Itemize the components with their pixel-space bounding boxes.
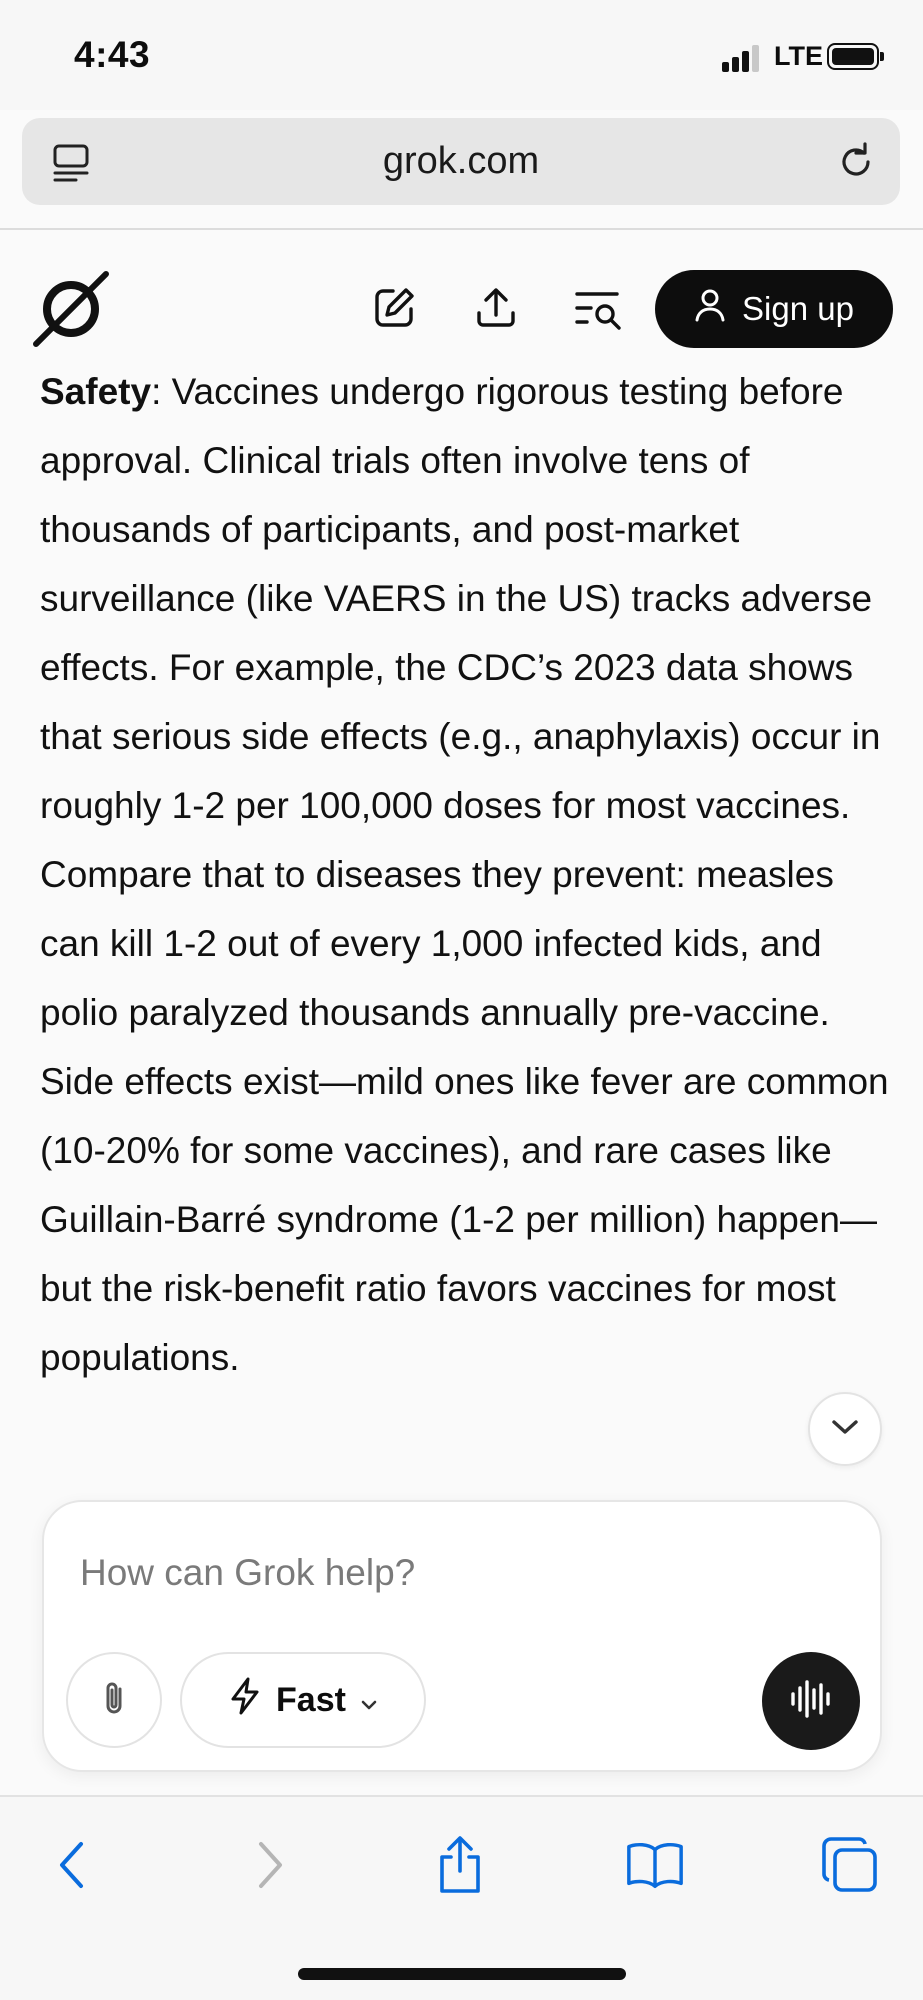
reload-icon[interactable]: [834, 140, 878, 184]
status-time: 4:43: [74, 34, 151, 75]
scroll-to-bottom-button[interactable]: [808, 1392, 882, 1466]
battery-icon: [827, 43, 879, 70]
attach-button[interactable]: [66, 1652, 162, 1748]
mode-label: Fast: [276, 1680, 346, 1719]
address-bar[interactable]: [22, 118, 900, 205]
chevron-down-icon: [360, 1681, 378, 1720]
status-bar: [0, 0, 923, 110]
mode-selector[interactable]: [180, 1652, 426, 1748]
message-input[interactable]: [80, 1552, 820, 1594]
sign-up-button[interactable]: [655, 270, 893, 348]
network-label: LTE: [774, 41, 823, 71]
chevron-down-icon: [830, 1418, 860, 1441]
sign-up-label: Sign up: [742, 290, 854, 327]
paperclip-icon: [102, 1679, 126, 1722]
url-text: grok.com: [382, 140, 540, 182]
tabs-icon[interactable]: [820, 1835, 880, 1895]
bookmarks-icon[interactable]: [625, 1835, 685, 1895]
app-header: [0, 230, 923, 370]
signal-icon: [722, 44, 762, 72]
assistant-message: [40, 357, 890, 1507]
home-indicator: [298, 1968, 626, 1980]
safety-heading: Safety: [40, 371, 152, 412]
composer: [42, 1500, 882, 1772]
back-icon[interactable]: [42, 1835, 102, 1895]
history-search-icon[interactable]: [570, 280, 626, 336]
share-icon[interactable]: [430, 1835, 490, 1895]
user-icon: [694, 288, 726, 330]
forward-icon[interactable]: [240, 1835, 300, 1895]
grok-logo-icon[interactable]: [30, 268, 112, 350]
waveform-icon: [788, 1676, 834, 1727]
voice-mode-button[interactable]: [762, 1652, 860, 1750]
share-upload-icon[interactable]: [468, 280, 524, 336]
lightning-icon: [228, 1676, 262, 1725]
message-body: : Vaccines undergo rigorous testing before approval. Clinical trials often involve tens of thousands of participants, and post-market surveillance (like VAERS in the US) tracks adverse effects. For example, the CDC’s 2023 data shows that serious side effects (e.g., anaphylaxis) occur in roughly 1-2 per 100,000 doses for most vaccines. Compare that to diseases they prevent: measles can kill 1-2 out of every 1,000 infected kids, and polio paralyzed thousands annually pre-vaccine. Side effects exist—mild ones like fever are common (10-20% for some vaccines), and rare cases like Guillain-Barré syndrome (1-2 per million) happen—but the risk-benefit ratio favors vaccines for most populations.: [40, 371, 889, 1378]
new-chat-icon[interactable]: [366, 280, 422, 336]
